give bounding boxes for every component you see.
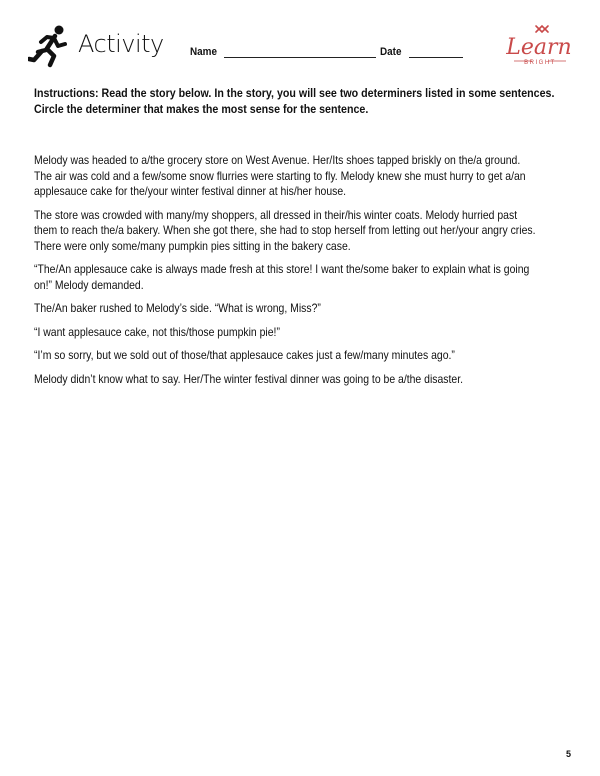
instructions: [34, 86, 574, 118]
date-label: Date: [380, 46, 402, 58]
svg-text:Learn: Learn: [506, 35, 572, 60]
header: [28, 24, 580, 74]
story-line: The store was crowded with many/my shoppers, all dressed in their/his winter coats. Melody hurried past: [34, 208, 518, 222]
story-line: There were only some/many pumpkin pies sitting in the bakery case.: [34, 239, 351, 253]
date-blank: [409, 57, 463, 58]
story-line: Melody was headed to a/the grocery store on West Avenue. Her/Its shoes tapped briskly on the/a ground.: [34, 154, 521, 167]
name-label: Name: [190, 46, 217, 58]
story-paragraph-2: [34, 208, 574, 255]
story-paragraph-4: [34, 301, 574, 317]
activity-title: Activity: [78, 30, 164, 58]
running-figure-icon: [28, 24, 72, 68]
story-paragraph-5: [34, 325, 574, 341]
instructions-line: Instructions: Read the story below. In the story, you will see two determiners listed in some sentences.: [34, 87, 555, 100]
story-line: Melody didn’t know what to say. Her/The winter festival dinner was going to be a/the disaster.: [34, 372, 464, 386]
svg-text:BRIGHT: BRIGHT: [524, 60, 556, 66]
name-blank: [224, 57, 376, 58]
story-line: “I want applesauce cake, not this/those pumpkin pie!”: [34, 325, 280, 339]
story-line: “The/An applesauce cake is always made fresh at this store! I want the/some baker to explain what is going: [34, 263, 530, 276]
learn-bright-logo: [496, 24, 582, 74]
story-line: The/An baker rushed to Melody’s side. “What is wrong, Miss?”: [34, 302, 321, 315]
story-paragraph-3: [34, 262, 574, 293]
story: [34, 153, 574, 395]
story-paragraph-6: [34, 348, 574, 364]
story-line: “I’m so sorry, but we sold out of those/that applesauce cakes just a few/many minutes ago.”: [34, 349, 455, 362]
story-line: The air was cold and a few/some snow flurries were starting to fly. Melody knew she must hurry to get a/an: [34, 169, 526, 183]
story-paragraph-1: [34, 153, 574, 200]
story-line: them to reach the/a bakery. When she got there, she had to stop herself from letting out her/your angry cries.: [34, 224, 536, 237]
story-paragraph-7: [34, 372, 574, 388]
page-number: 5: [566, 749, 572, 759]
story-line: on!” Melody demanded.: [34, 278, 144, 292]
instructions-line: Circle the determiner that makes the most sense for the sentence.: [34, 103, 369, 116]
story-line: applesauce cake for the/your winter festival dinner at his/her house.: [34, 185, 347, 198]
